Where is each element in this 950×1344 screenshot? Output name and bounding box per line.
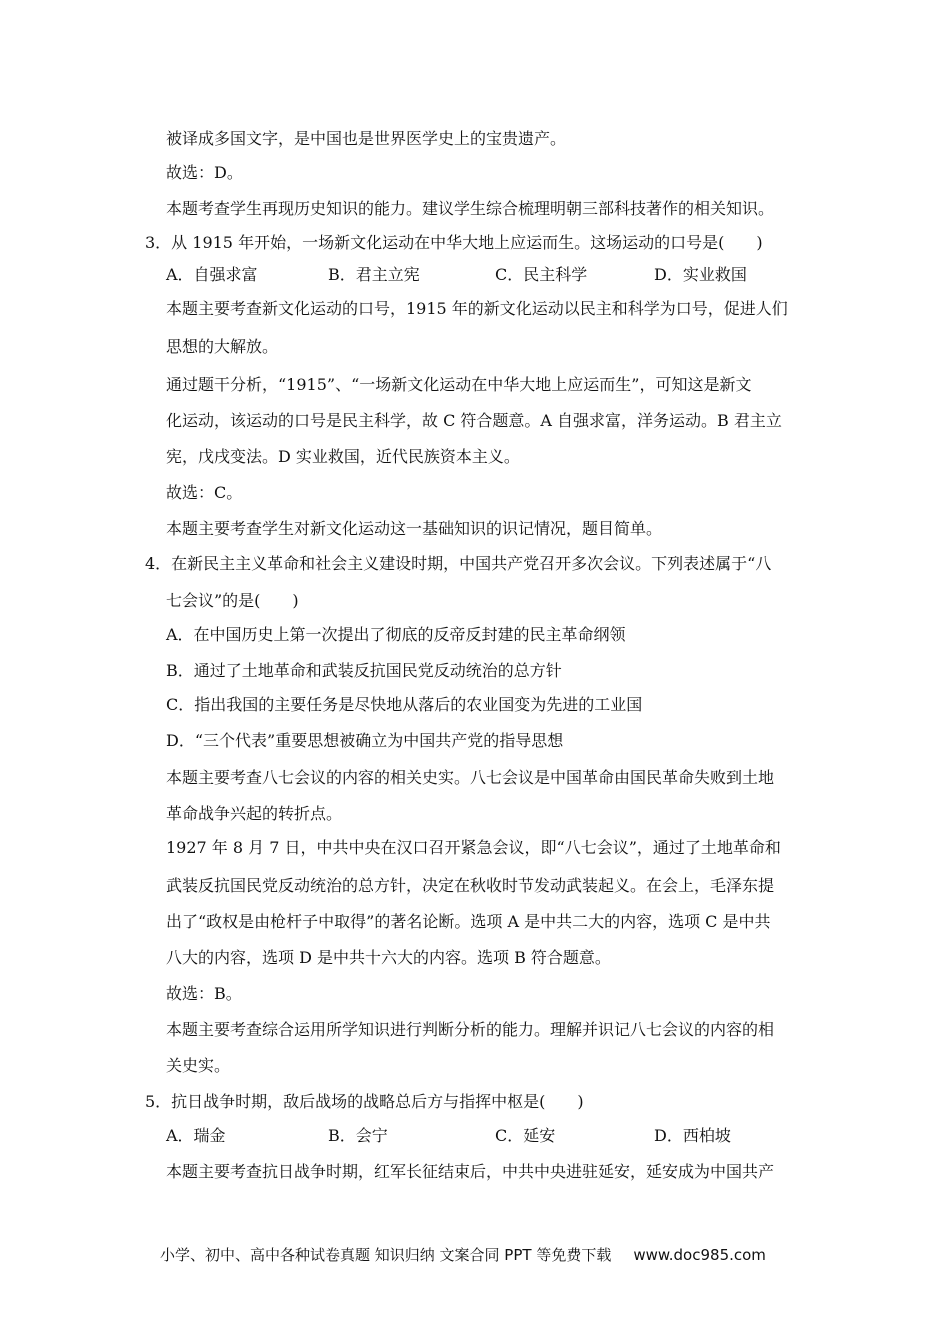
text-line: 1927 年 8 月 7 日，中共中央在汉口召开紧急会议，即“八七会议”，通过了土地革命和 — [166, 838, 781, 857]
text-line: D．“三个代表”重要思想被确立为中国共产党的指导思想 — [166, 731, 564, 750]
text-line: 思想的大解放。 — [166, 337, 279, 356]
text-line: 5．抗日战争时期，敌后战场的战略总后方与指挥中枢是( ) — [145, 1092, 584, 1111]
text-line: 本题主要考查综合运用所学知识进行判断分析的能力。理解并识记八七会议的内容的相 — [166, 1020, 775, 1039]
text-line: 本题主要考查新文化运动的口号，1915 年的新文化运动以民主和科学为口号，促进人们 — [166, 299, 788, 318]
text-line: 故选：D。 — [166, 163, 243, 182]
q5-option-b: B．会宁 — [328, 1126, 388, 1145]
text-line: 本题主要考查学生对新文化运动这一基础知识的识记情况，题目简单。 — [166, 519, 663, 538]
text-line: 故选：C。 — [166, 483, 243, 502]
text-line: 通过题干分析，“1915”、“一场新文化运动在中华大地上应运而生”，可知这是新文 — [166, 375, 752, 394]
text-line: 武装反抗国民党反动统治的总方针，决定在秋收时节发动武装起义。在会上，毛泽东提 — [166, 876, 775, 895]
text-line: 4．在新民主主义革命和社会主义建设时期，中国共产党召开多次会议。下列表述属于“八 — [145, 554, 772, 573]
q5-option-a: A．瑞金 — [166, 1126, 226, 1145]
text-line: 本题考查学生再现历史知识的能力。建议学生综合梳理明朝三部科技著作的相关知识。 — [166, 199, 775, 218]
q3-option-c: C．民主科学 — [495, 265, 588, 284]
text-line: 关史实。 — [166, 1056, 231, 1075]
q5-option-d: D．西柏坡 — [654, 1126, 731, 1145]
text-line: C．指出我国的主要任务是尽快地从落后的农业国变为先进的工业国 — [166, 695, 643, 714]
text-line: 八大的内容，选项 D 是中共十六大的内容。选项 B 符合题意。 — [166, 948, 611, 967]
footer-text: 小学、初中、高中各种试卷真题 知识归纳 文案合同 PPT 等免费下载 — [160, 1246, 612, 1264]
text-line: 本题主要考查抗日战争时期，红军长征结束后，中共中央进驻延安，延安成为中国共产 — [166, 1162, 775, 1181]
text-line: 宪，戊戌变法。D 实业救国，近代民族资本主义。 — [166, 447, 520, 466]
q3-option-a: A．自强求富 — [166, 265, 258, 284]
text-line: 七会议”的是( ) — [166, 591, 299, 610]
text-line: 故选：B。 — [166, 984, 242, 1003]
q3-option-d: D．实业救国 — [654, 265, 747, 284]
text-line: 3．从 1915 年开始，一场新文化运动在中华大地上应运而生。这场运动的口号是( ) — [145, 233, 763, 252]
text-line: 化运动，该运动的口号是民主科学，故 C 符合题意。A 自强求富，洋务运动。B 君主立 — [166, 411, 782, 430]
text-line: B．通过了土地革命和武装反抗国民党反动统治的总方针 — [166, 661, 562, 680]
q5-option-c: C．延安 — [495, 1126, 556, 1145]
q3-option-b: B．君主立宪 — [328, 265, 420, 284]
page-footer — [160, 1244, 766, 1266]
footer-url[interactable]: www.doc985.com — [633, 1246, 766, 1264]
text-line: 被译成多国文字，是中国也是世界医学史上的宝贵遗产。 — [166, 129, 567, 148]
text-line: 出了“政权是由枪杆子中取得”的著名论断。选项 A 是中共二大的内容，选项 C 是中共 — [166, 912, 771, 931]
text-line: 革命战争兴起的转折点。 — [166, 804, 343, 823]
text-line: 本题主要考查八七会议的内容的相关史实。八七会议是中国革命由国民革命失败到土地 — [166, 768, 775, 787]
text-line: A．在中国历史上第一次提出了彻底的反帝反封建的民主革命纲领 — [166, 625, 626, 644]
